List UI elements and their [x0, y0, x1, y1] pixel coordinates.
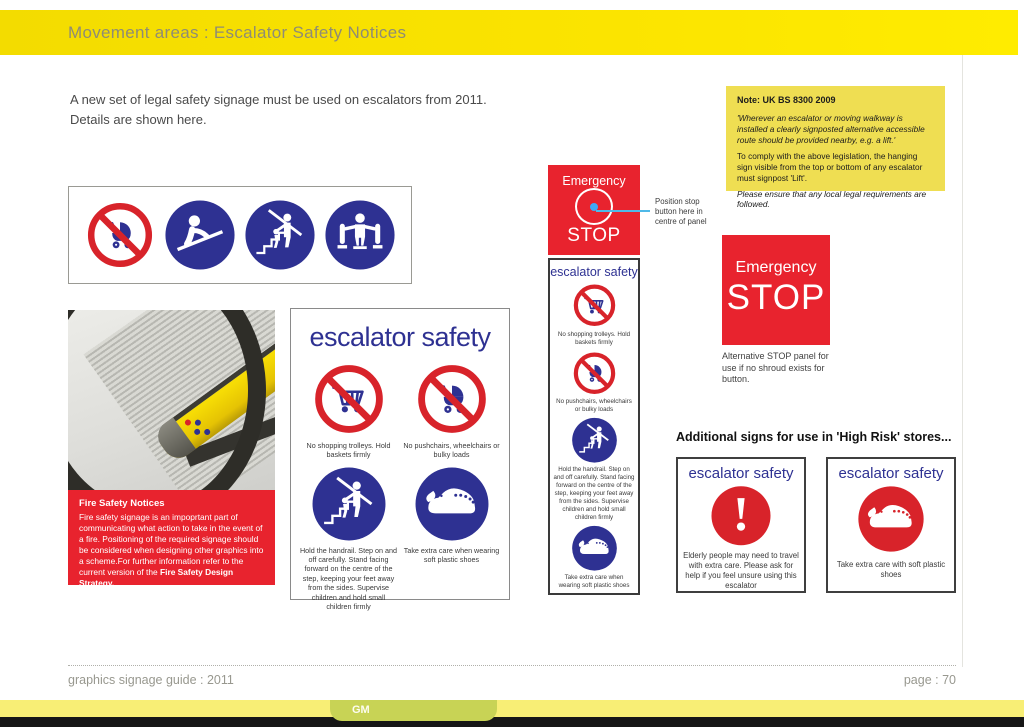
alternative-stop-caption: Alternative STOP panel for use if no shroud exists for button.: [722, 351, 829, 385]
emergency-label: Emergency: [735, 259, 817, 276]
sign-caption: No pushchairs, wheelchairs or bulky loads: [556, 398, 632, 414]
legislation-note-box: [726, 86, 945, 210]
caution-exclamation-icon: [710, 485, 772, 547]
note-body: To comply with the above legislation, the hanging sign visible from the top or bottom of any escalator must signpost 'Lift'.: [737, 150, 923, 183]
panel-title: escalator safety: [688, 465, 794, 482]
strip-title: escalator safety: [550, 265, 638, 279]
alternative-stop-panel: [722, 235, 830, 345]
escalator-safety-panel: [290, 308, 510, 611]
no-shopping-trolleys-icon: [571, 282, 618, 329]
bottom-black-strip: [0, 717, 1024, 727]
no-pushchairs-icon: [571, 350, 618, 397]
panel-sign-grid: [291, 353, 509, 611]
sign-caption: No shopping trolleys. Hold baskets firmly: [306, 441, 391, 460]
footer-guide-label: graphics signage guide : 2011: [68, 673, 234, 687]
handrail-loop: [68, 310, 266, 490]
no-pushchairs-icon: [414, 361, 490, 437]
sign-caption: Elderly people may need to travel with extra care. Please ask for help if you feel unsure using this escalator: [683, 550, 799, 590]
emergency-label: Emergency: [562, 174, 626, 188]
panel-title: escalator safety: [838, 465, 944, 482]
sign-caption: Take extra care with soft plastic shoes: [836, 560, 946, 580]
soft-plastic-shoes-icon: [414, 466, 490, 542]
stop-label: STOP: [567, 225, 621, 246]
fire-safety-notice-box: [68, 490, 275, 588]
sign-cell: [402, 460, 501, 612]
callout-leader-line: [596, 210, 650, 212]
no-shopping-trolleys-icon: [311, 361, 387, 437]
gm-tab[interactable]: GM: [330, 700, 497, 721]
fire-box-body-text: Fire safety signage is an impoprtant part of communicating what action to take in the event of a fire. Positioning of the required signage should be considered when designing other graphics into a scheme.For further information refer to the current version of the: [79, 512, 264, 577]
intro-line-1: A new set of legal safety signage must be used on escalators from 2011.: [70, 92, 487, 107]
page-edge-line: [962, 55, 963, 667]
sign-cell: [402, 361, 501, 460]
sign-caption: No shopping trolleys. Hold baskets firmly: [557, 330, 631, 346]
stop-label: STOP: [726, 278, 826, 317]
escalator-handrail-photo: [68, 310, 275, 490]
stand-facing-forward-icon: [324, 199, 396, 271]
escalator-safety-strip: [548, 258, 640, 595]
hold-handrail-children-icon: [311, 466, 387, 542]
header-band: [0, 10, 1018, 55]
note-footnote: Please ensure that any local legal requirements are followed.: [737, 188, 927, 210]
high-risk-panel-elderly: [676, 457, 806, 593]
fire-box-title: Fire Safety Notices: [79, 498, 165, 509]
high-risk-heading: Additional signs for use in 'High Risk' stores...: [676, 430, 952, 444]
soft-plastic-shoes-icon: [857, 485, 925, 553]
supervise-children-icon: [244, 199, 316, 271]
note-quote: 'Wherever an escalator or moving walkway is installed a clearly signposted alternative accessible route should be provided nearby, e.g. a lift.': [737, 112, 925, 145]
safety-signs-row: [68, 186, 412, 284]
panel-title: escalator safety: [309, 322, 491, 352]
intro-line-2: Details are shown here.: [70, 111, 207, 127]
hold-handrail-icon: [164, 199, 236, 271]
intro-text: [70, 90, 530, 129]
stop-button-callout: Position stop button here in centre of panel: [655, 197, 707, 227]
sign-caption: Hold the handrail. Step on and off carefully. Stand facing forward on the centre of the step, keeping your feet away from the sides. Supervise children and hold small children firmly: [299, 545, 398, 611]
no-pushchairs-prohibition-icon: [84, 199, 156, 271]
footer-divider: [68, 665, 956, 666]
sign-caption: Hold the handrail. Step on and off carefully. Stand facing forward on the centre of the step, keeping your feet away from the sides. Supervise children and hold small children firmly: [553, 465, 635, 522]
high-risk-panel-shoes: [826, 457, 956, 593]
sign-caption: No pushchairs, wheelchairs or bulky loads: [403, 441, 500, 460]
fire-box-body: [79, 512, 264, 588]
fire-box-emphasis: Fire Safety Design Strategy.: [79, 566, 234, 588]
sign-cell: [299, 361, 398, 460]
bottom-bar: [0, 700, 1024, 717]
sign-cell: [299, 460, 398, 612]
footer-page-number: page : 70: [903, 673, 956, 687]
hold-handrail-children-icon: [571, 417, 618, 464]
sign-caption: Take extra care when wearing soft plastic shoes: [403, 545, 500, 565]
soft-plastic-shoes-icon: [571, 525, 618, 572]
sign-caption: Take extra care when wearing soft plastic shoes: [558, 573, 630, 589]
note-title: Note: UK BS 8300 2009: [737, 95, 836, 105]
stop-button-shroud[interactable]: [575, 188, 613, 225]
page-title: Movement areas : Escalator Safety Notices: [68, 23, 407, 42]
